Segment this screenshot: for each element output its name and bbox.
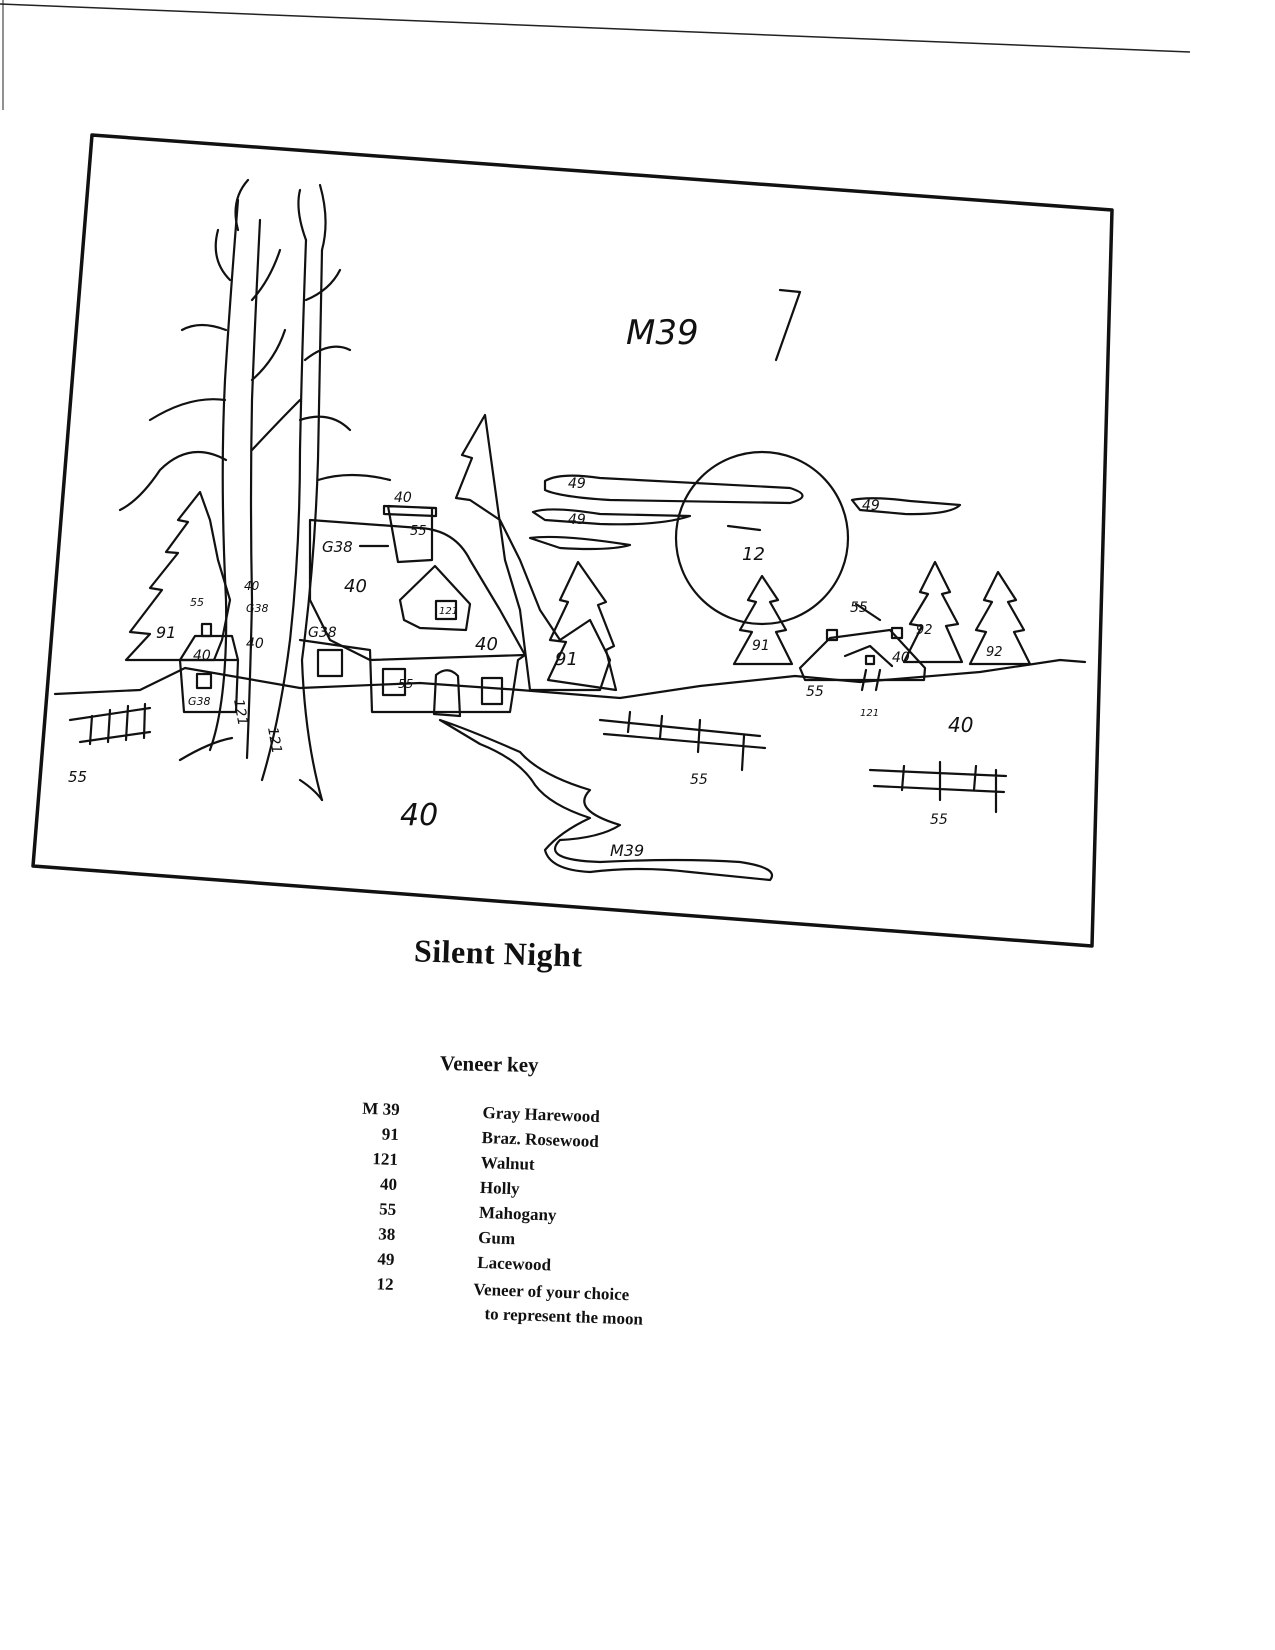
label-chimney-top: 40 (394, 490, 412, 506)
veneer-code: 40 (379, 1174, 398, 1195)
veneer-code: 121 (372, 1149, 399, 1170)
cloud (530, 537, 630, 549)
veneer-code: 55 (378, 1199, 397, 1220)
label-sky: M39 (626, 313, 699, 353)
fence-left (70, 704, 150, 744)
pattern-frame (33, 135, 1112, 946)
veneer-name: Gum (477, 1227, 516, 1249)
label-gable: G38 (322, 538, 353, 556)
label-chimney: 55 (410, 524, 427, 539)
veneer-note-line: to represent the moon (484, 1304, 644, 1329)
label-ground-right: 40 (948, 713, 974, 737)
label-wall-left: G38 (308, 625, 337, 641)
label-small-house: 40 (193, 648, 211, 664)
label-path: M39 (610, 841, 645, 860)
veneer-name: Walnut (480, 1152, 535, 1174)
main-house-window (318, 650, 342, 676)
label-wall: 40 (475, 634, 498, 655)
label-fence-left: 55 (68, 768, 88, 786)
small-house-left-window (197, 674, 211, 688)
veneer-name: Holly (479, 1177, 520, 1199)
label-far-door: 121 (860, 708, 880, 719)
label-small-roof: 55 (190, 596, 204, 609)
label-cloud: 49 (568, 476, 586, 492)
fence-right (870, 762, 1006, 812)
label-pine-far: 91 (752, 638, 770, 654)
label-far-ground: 55 (806, 684, 824, 700)
main-house-dormer (400, 566, 470, 630)
tree-base (180, 738, 322, 800)
page-title: Silent Night (413, 932, 584, 974)
label-ground-main: 40 (400, 798, 439, 833)
veneer-code: 49 (377, 1249, 395, 1269)
label-tree-gap: 40 (244, 579, 260, 593)
label-fence-right: 55 (930, 812, 948, 828)
veneer-moon-note (472, 1278, 714, 1334)
label-fence-center: 55 (690, 772, 708, 788)
label-far-pine: 92 (986, 645, 1003, 660)
veneer-code: 91 (381, 1124, 400, 1145)
veneer-code: 38 (377, 1224, 396, 1245)
veneer-name: Mahogany (478, 1202, 557, 1225)
veneer-name: Lacewood (477, 1252, 552, 1275)
label-pine-left: 91 (156, 623, 177, 642)
label-tree-gap: G38 (246, 602, 269, 615)
label-pine-center: 91 (555, 649, 578, 670)
label-moon: 12 (742, 544, 765, 565)
moon (676, 452, 848, 624)
label-far-roof: 55 (850, 600, 868, 616)
fence-center (600, 712, 765, 770)
cloud (533, 509, 690, 524)
pine-tree-far (904, 562, 962, 662)
label-roof: 40 (344, 576, 367, 597)
main-house-door (434, 670, 460, 716)
label-tree-gap: 40 (246, 636, 264, 652)
label-far-pine: 92 (916, 623, 933, 638)
label-trunk: 121 (230, 697, 251, 728)
veneer-code: 12 (376, 1274, 394, 1294)
main-house-window (482, 678, 502, 704)
label-cloud: 49 (568, 512, 586, 528)
veneer-key-heading: Veneer key (439, 1050, 539, 1078)
veneer-code: M 39 (362, 1098, 400, 1120)
label-cloud: 49 (862, 498, 880, 514)
veneer-key-table (333, 1098, 740, 1329)
veneer-name: Braz. Rosewood (481, 1127, 600, 1152)
veneer-name: Gray Harewood (482, 1102, 601, 1127)
label-window: 121 (439, 606, 459, 617)
pine-tree-left (126, 492, 230, 660)
label-far-house: 40 (892, 650, 910, 666)
label-small-house-wall: G38 (188, 695, 211, 708)
small-house-left-chimney (202, 624, 211, 636)
label-trunk: 121 (264, 725, 285, 756)
veneer-note-line: Veneer of your choice (473, 1279, 630, 1305)
label-door: 55 (398, 677, 414, 691)
